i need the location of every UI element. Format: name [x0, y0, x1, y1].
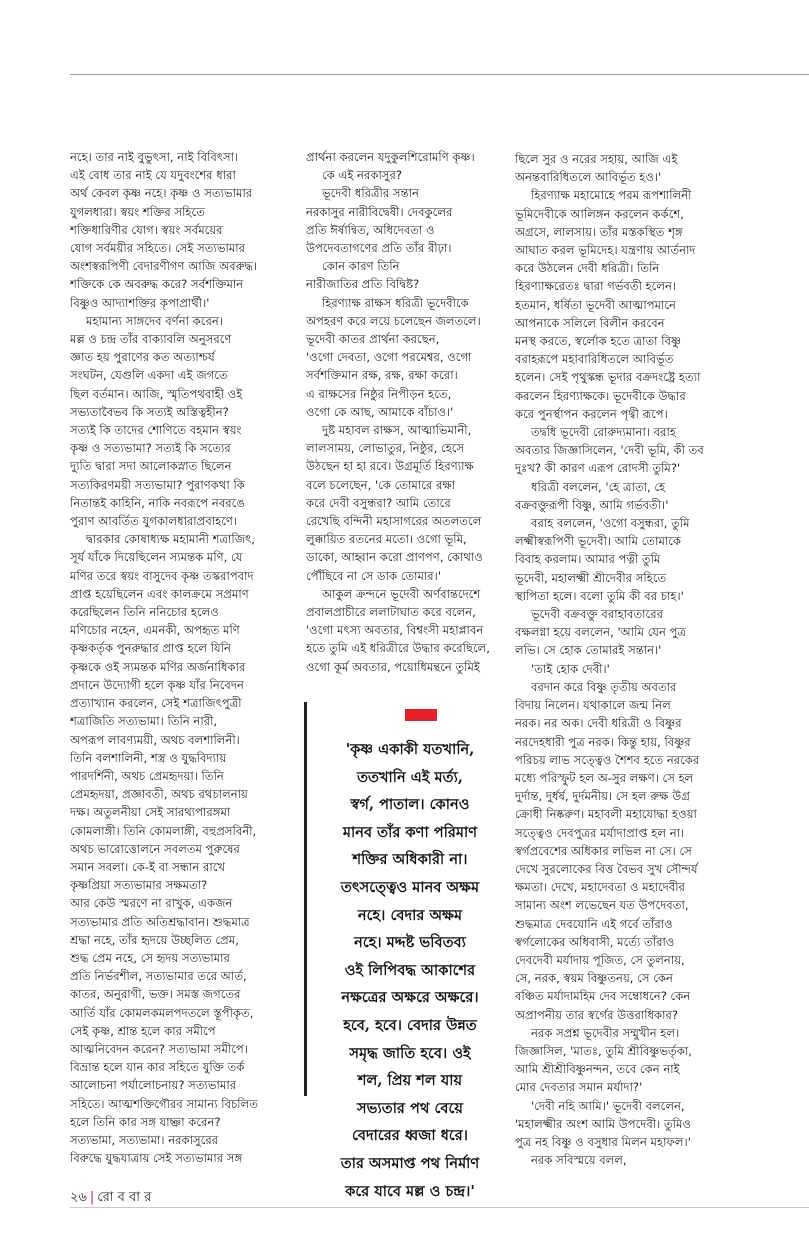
text-line: ওগো কে আছ, আমাকে বাঁচাও।' — [306, 404, 454, 419]
text-line: সত্যকিরণময়ী সত্যভামা? পুরাণকথা কি — [70, 477, 245, 492]
text-line: আলোচনা পর্যালোচনায়? সত্যভামার — [70, 1078, 237, 1093]
page-footer — [70, 1188, 151, 1209]
text-line: নারীজাতির প্রতি বিদ্বিষ্ট? — [306, 277, 420, 292]
text-line: শুদ্ধমাত্র দেবযোনি এই গর্বে তাঁরাও — [515, 916, 673, 931]
text-line: সভ্যতাবৈভব কি সত্যই অস্তিত্বহীন? — [70, 404, 229, 419]
text-line: উঠছেন হা হা রবে। উগ্রমূর্তি হিরণ্যাক্ষ — [306, 459, 474, 474]
text-line: ধরিত্রী বললেন, 'হে ত্রাতা, হে — [531, 479, 666, 494]
text-line: জ্ঞাত হয় পুরাণের কত অত্যাশ্চর্য — [70, 350, 215, 365]
text-line: পুত্র নহ বিষ্ণু ও বসুধার মিলন মহাফল।' — [515, 1134, 691, 1149]
text-line: বরাহ বললেন, 'ওগো বসুন্ধরা, তুমি — [531, 516, 690, 531]
text-line: সমান সবলা। কে-ই বা সন্ধান রাখে — [70, 859, 226, 874]
text-line: সত্যভামা, সত্যভামা। নরকাসুরের — [70, 1132, 219, 1147]
text-line: সহিতে। আত্মশক্তিগৌরব সামান্য বিচলিত — [70, 1096, 258, 1111]
text-line: সেই কৃষ্ণ, শ্রান্ত হলে কার সমীপে — [70, 1023, 216, 1038]
text-line: করে পুনর্স্থাপন করলেন পৃথ্বী রূপে। — [515, 406, 668, 421]
text-line: বরাহরূপে মহাবারিধিতলে আবির্ভূত — [515, 352, 674, 367]
text-line: আর্তি যাঁর কোমলকমলপদতলে স্তূপীকৃত, — [70, 1005, 254, 1020]
text-line: জিজ্ঞাসিল, 'মাতঃ, তুমি শ্রীবিষ্ণুভর্তৃকা, — [515, 1043, 692, 1058]
text-line: বরদান করে বিষ্ণু তৃতীয় অবতার — [531, 679, 677, 694]
text-line: মধ্যে পরিস্ফুট হল অ-সুর লক্ষণ। সে হল — [515, 770, 694, 785]
article-column-3 — [515, 150, 748, 1169]
pull-quote-line: নহে। বেদার অক্ষম — [357, 906, 463, 924]
pull-quote-line: সভ্যতার পথ বেয়ে — [357, 1099, 463, 1117]
text-line: 'ওগো মৎস্য অবতার, বিশ্বংসী মহাপ্লাবন — [306, 623, 484, 638]
text-line: হলেন। সেই পৃথুস্কন্ধ ভূদার বক্রদংষ্ট্রে হত্যা — [515, 370, 701, 385]
text-line: প্রত্যাখ্যান করলেন, সেই শত্রাজিৎপুত্রী — [70, 696, 242, 711]
text-line: ভূদেবী, মহালক্ষ্মী শ্রীদেবীর সহিতে — [515, 570, 667, 585]
text-line: আর কেউ স্মরণে না রাখুক, একজন — [70, 896, 233, 911]
text-line: 'তাই হোক দেবী।' — [531, 661, 610, 676]
text-line: 'দেবী নহি আমি।' ভূদেবী বললেন, — [531, 1098, 685, 1113]
text-line: বিরুদ্ধে যুদ্ধযাত্রায় সেই সত্যভামার সঙ্গ — [70, 1151, 243, 1166]
text-line: তদ্বধি ভূদেবী রোরুদ্যমানা। বরাহ — [531, 425, 676, 440]
text-line: প্রাপ্ত হয়েছিলেন এবং কালক্রমে সপ্রমাণ — [70, 586, 249, 601]
pull-quote-accent-bar — [405, 709, 437, 721]
text-line: হলে তিনি কার সঙ্গ যাচ্ঞা করেন? — [70, 1114, 221, 1129]
text-line: অর্থ কেবল কৃষ্ণ নহে। কৃষ্ণ ও সত্যভামার — [70, 186, 253, 201]
text-line: করলেন হিরণ্যাক্ষকে। ভূদেবীকে উদ্ধার — [515, 388, 686, 403]
text-line: অবতার জিজ্ঞাসিলেন, 'দেবী ভূমি, কী তব — [515, 443, 704, 458]
text-line: কোন কারণ তিনি — [322, 259, 400, 274]
text-line: বক্রবক্তুরূপী বিষ্ণু, আমি গর্ভবতী।' — [515, 497, 669, 512]
text-line: দুঃখ? কী কারণ এরূপ রোদসী তুমি?' — [515, 461, 681, 476]
text-line: হিরণ্যাক্ষ মহামোহে পরম রূপশালিনী — [531, 188, 692, 203]
text-line: যোগ সর্বময়ীর সহিতে। সেই সত্যভামার — [70, 241, 246, 256]
text-line: পরিচয় লাভ সত্ত্বেও শৈশব হতে নরকের — [515, 752, 700, 767]
text-line: লক্ষ্মীস্বরূপিণী ভূদেবী। আমি তোমাকে — [515, 534, 682, 549]
text-line: মহামান্য সাঙ্গদেব বর্ণনা করেন। — [86, 313, 223, 328]
text-line: কে এই নরকাসুর? — [322, 168, 402, 183]
pull-quote-line: নহে। মদ্দষ্ট ভবিতব্য — [354, 934, 466, 952]
text-line: হিরণ্যাক্ষরেতঃ দ্বারা গর্ভবতী হলেন। — [515, 279, 677, 294]
text-line: লভি। সে হোক তোমারই সন্তান।' — [515, 643, 662, 658]
text-line: বিবাহ করলাম। আমার পত্নী তুমি — [515, 552, 661, 567]
text-line: কৃষ্ণ ও সত্যভামা? সত্যই কি সত্যের — [70, 441, 231, 456]
text-line: 'মহালক্ষ্মীর অংশ আমি উপদেবী। তুমিও — [515, 1116, 691, 1131]
text-line: লালসাময়, লোভাতুর, নিষ্ঠুর, হেসে — [306, 441, 465, 456]
text-line: ভূদেবী কাতর প্রার্থনা করছেন, — [306, 332, 440, 347]
text-line: কোমলাঙ্গী। তিনি কোমলাঙ্গী, বহুপ্রসবিনী, — [70, 823, 257, 838]
text-line: অপ্রাপনীয় তার স্বর্গের উত্তরাধিকার? — [515, 1007, 679, 1022]
text-line: দ্বারকার কোষাধ্যক্ষ মহামানী শত্রাজিৎ, — [86, 532, 255, 547]
text-line: সর্বশক্তিমান রক্ষ, রক্ষ, রক্ষা করো। — [306, 368, 458, 383]
text-line: শত্রাজিতি সত্যভামা। তিনি নারী, — [70, 714, 218, 729]
text-line: নরক সপ্রশ্ন ভূদেবীর সম্মুখীন হল। — [531, 1025, 680, 1040]
text-line: অংশস্বরূপিণী বেদারণীগণ আজি অবরুদ্ধ। — [70, 259, 258, 274]
text-line: মল্ল ও চন্দ্র তাঁর বাক্যাবলি অনুসরণে — [70, 332, 232, 347]
text-line: মণিচোর নহেন, এমনকী, অপহৃত মণি — [70, 623, 240, 638]
text-line: সত্যভামার প্রতি অতিশ্রদ্ধাবান। শুদ্ধমাত্র — [70, 914, 250, 929]
text-line: নরকাসুর নারীবিদ্বেষী। দেবকুলের — [306, 204, 453, 219]
pull-quote-line: ওই লিপিবদ্ধ আকাশের — [344, 961, 476, 979]
text-line: সূর্য যাঁকে দিয়েছিলেন স্যমন্তক মণি, যে — [70, 550, 243, 565]
footer-separator: | — [89, 1190, 95, 1205]
pull-quote-line: নক্ষত্রের অক্ষরে অক্ষরে। — [341, 989, 479, 1007]
text-line: আত্মনিবেদন করেন? সত্যভামা সমীপে। — [70, 1041, 248, 1056]
text-line: সত্ত্বেও দেবপুত্রর মর্যাদাপ্রাপ্ত হল না। — [515, 825, 685, 840]
pull-quote-line: সমৃদ্ধ জাতি হবে। ওই — [349, 1044, 471, 1062]
text-line: আমি শ্রীশ্রীবিষ্ণুনন্দন, তবে কেন নাই — [515, 1062, 680, 1077]
header-rule — [70, 74, 809, 75]
text-line: হিরণ্যাক্ষ রাক্ষস ধরিত্রী ভূদেবীকে — [322, 295, 469, 310]
text-line: ওগো কূর্ম অবতার, পয়োধিমন্থনে তুমিই — [306, 659, 480, 674]
text-line: ছিলে সুর ও নরের সহায়, আজি এই — [515, 152, 678, 166]
text-line: কাতর, অনুরাগী, ভক্ত। সমস্ত জগতের — [70, 987, 241, 1002]
text-line: মনস্থ করতে, স্বর্লোক হতে ত্রাতা বিষ্ণু — [515, 334, 682, 349]
article-column-1 — [70, 148, 296, 1167]
text-line: সামান্য অংশ লভেছেন যত উপদেবতা, — [515, 898, 689, 913]
text-line: অগ্রসে, লালসায়। তাঁর মস্তকস্থিত শৃঙ্গ — [515, 224, 683, 239]
text-line: করে দেবী বসুন্ধরা? আমি তোরে — [306, 495, 451, 510]
text-line: রেখেছি বন্দিনী মহাসাগরের অতলতলে — [306, 514, 482, 529]
text-line: হতে তুমি এই ধরিত্রীরে উদ্ধার করেছিলে, — [306, 641, 490, 656]
text-line: ক্ষমতা। দেখে, মহাদেবতা ও মহাদেবীর — [515, 880, 686, 895]
text-line: শুদ্ধ প্রেম নহে, সে হৃদয় সত্যভামার — [70, 950, 230, 965]
text-line: উপদেবতাগণের প্রতি তাঁর রীঢ়া। — [306, 241, 452, 256]
text-line: প্রার্থনা করলেন যদুকুলশিরোমণি কৃষ্ণ। — [306, 150, 475, 164]
text-line: নরক সবিস্ময়ে বলল, — [531, 1153, 627, 1168]
text-line: প্রতি নির্ভরশীল, সত্যভামার তরে আর্ত, — [70, 969, 247, 984]
text-line: অপহরণ করে লয়ে চলেছেন জলতলে। — [306, 313, 481, 328]
text-line: ডাকো, আহ্বান করো প্রাণপণ, কোথাও — [306, 550, 483, 565]
text-line: স্থাপিতা হলে। বলো তুমি কী বর চাহ।' — [515, 588, 684, 603]
text-line: অথচ ভারোত্তোলনে সবলতম পুরুষের — [70, 841, 240, 856]
text-line: সত্যই কি তাদের শোণিতে বহমান স্বয়ং — [70, 423, 242, 438]
text-line: ভূমিদেবীকে আলিঙ্গন করলেন কর্কশে, — [515, 206, 684, 221]
text-line: ভূদেবী ধরিত্রীর সন্তান — [322, 186, 419, 201]
text-line: প্রবালপ্রাচীরে ললাটাঘাত করে বলেন, — [306, 605, 476, 620]
text-line: প্রদানে উদ্যোগী হলে কৃষ্ণ যাঁর নিবেদন — [70, 677, 244, 692]
pull-quote-line: শক্তির অধিকারী না। — [352, 851, 468, 869]
text-line: ছিল বর্তমান। আজি, স্মৃতিপথবাহী ওই — [70, 386, 243, 401]
text-line: আকুল ক্রন্দনে ভূদেবী অর্ণবান্তদেশে — [322, 586, 481, 601]
pull-quote-line: স্বর্গ, পাতাল। কোনও — [350, 796, 470, 814]
text-line: দুর্দান্ত, দুর্ধর্ষ, দুর্দমনীয়। সে হল রুক্ষ উগ্র — [515, 789, 690, 804]
text-line: যুগলধারা। স্বয়ং শক্তির সহিতে — [70, 204, 205, 219]
text-line: আপনাকে সলিলে বিলীন করবেন — [515, 315, 665, 330]
text-line: সংঘটন, যেগুলি একদা এই জগতে — [70, 368, 228, 383]
pull-quote-line: শল, প্রিয় শল যায় — [357, 1072, 463, 1090]
text-line: 'ওগো দেবতা, ওগো পরমেশ্বর, ওগো — [306, 350, 472, 365]
magazine-name: রো ব বা র — [97, 1190, 152, 1205]
text-line: মণির তরে স্বয়ং বাসুদেব কৃষ্ণ তস্করাপবাদ — [70, 568, 254, 583]
text-line: দেখে সুরলোকের বিত্ত বৈভব সুখ সৌন্দর্য — [515, 861, 698, 876]
text-line: নহে। তার নাই বুভুৎসা, নাই বিবিৎসা। — [70, 150, 239, 164]
text-line: শক্তিধারিণীর যোগ। স্বয়ং সর্বময়ের — [70, 222, 223, 237]
text-line: এই বোধ তার নাই যে যদুবংশের ধারা — [70, 168, 236, 183]
text-line: হতমান, ধর্ষিতা ভূদেবী আত্মাপমানে — [515, 297, 676, 312]
text-line: বক্ষলগ্না হয়ে বললেন, 'আমি যেন পুত্র — [515, 625, 686, 640]
pull-quote-line: ততখানি এই মর্ত্য, — [357, 768, 463, 786]
text-line: বলে চলেছেন, 'কে তোমারে রক্ষা — [306, 477, 456, 492]
text-line: নরক। নর অক। দেবী ধরিত্রী ও বিষ্ণুর — [515, 716, 682, 731]
text-line: স্বর্গপ্রবেশের অধিকার লভিল না সে। সে — [515, 843, 692, 858]
text-line: নিতান্তই কাহিনি, নাকি নবরূপে নবরঙে — [70, 495, 245, 510]
pull-quote-line: 'কৃষ্ণ একাকী যতখানি, — [345, 741, 475, 758]
pull-quote-line: বেদারের ধ্বজা ধরে। — [351, 1127, 469, 1145]
text-line: শ্রদ্ধা নহে, তাঁর হৃদয়ে উচ্ছলিত প্রেম, — [70, 932, 239, 947]
text-line: কৃষ্ণকর্তৃক পুনরুদ্ধার প্রাপ্ত হলে যিনি — [70, 641, 231, 656]
text-line: সে, নরক, স্বয়ম বিষ্ণুতনয়, সে কেন — [515, 971, 673, 986]
text-line: পৌঁছিবে না সে ডাক তোমার।' — [306, 568, 442, 583]
text-line: কৃষ্ণকে ওই স্যমন্তক মণির অর্জনাধিকার — [70, 659, 246, 674]
text-line: ভূদেবী বক্রবক্তু বরাহাবতারের — [531, 607, 663, 622]
text-line: তিনি বলশালিনী, শস্ত্র ও যুদ্ধবিদ্যায় — [70, 750, 227, 765]
text-line: প্রতি ঈর্ষান্বিত, অধিদেবতা ও — [306, 222, 435, 237]
text-line: কৃষ্ণপ্রিয়া সত্যভামার সক্ষমতা? — [70, 878, 208, 893]
text-line: প্রেমহৃদয়া, প্রজ্ঞাবতী, অথচ রথচালনায় — [70, 787, 248, 802]
text-line: নরদেহধারী পুত্র নরক। কিন্তু হায়, বিষ্ণুর — [515, 734, 691, 749]
text-line: দ্যুতি দ্বারা সদা আলোকস্নাত ছিলেন — [70, 459, 232, 474]
pull-quote-line: মানব তাঁর কণা পরিমাণ — [342, 823, 478, 841]
text-line: লুক্কায়িত রতনের মতো। ওগো ভূমি, — [306, 532, 467, 547]
footer-rule — [70, 1207, 809, 1208]
text-line: মোর দেবতার সমান মর্যাদা?' — [515, 1080, 643, 1095]
pull-quote-line: করে যাবে মল্ল ও চন্দ্র।' — [345, 1182, 475, 1200]
text-line: দেবদেবী মর্যাদায় পূজিত, সে তুলনায়, — [515, 952, 685, 967]
text-line: করেছিলেন তিনি ননিচোর হলেও — [70, 605, 219, 620]
text-line: বঞ্চিত মর্যাদামহিম দেব সম্বোধনে? কেন — [515, 989, 691, 1004]
text-line: দুষ্ট মহাবল রাক্ষস, আত্মাভিমানী, — [322, 423, 472, 438]
text-line: বিষ্ণুও আদ্যাশক্তির কৃপাপ্রার্থী।' — [70, 295, 210, 310]
text-line: এ রাক্ষসের নিষ্ঠুর নিপীড়ন হতে, — [306, 386, 452, 401]
text-line: অপরূপ লাবণ্যময়ী, অথচ বলশালিনী। — [70, 732, 240, 747]
text-line: আঘাত করল ভূমিদেহ। যন্ত্রণায় আর্তনাদ — [515, 243, 696, 258]
pull-quote-line: তৎসত্ত্বেও মানব অক্ষম — [340, 878, 480, 896]
text-line: শক্তিকে কে অবরুদ্ধ করে? সর্বশক্তিমান — [70, 277, 244, 292]
text-line: পারদর্শিনী, অথচ প্রেমহৃদয়া। তিনি — [70, 768, 224, 783]
text-line: স্বর্গলোকের অধিবাসী, মর্ত্যে তাঁরাও — [515, 934, 675, 949]
text-line: দক্ষ। অতুলনীয়া সেই সারথ্যপারঙ্গমা — [70, 805, 231, 820]
pull-quote-line: তার অসমাপ্ত পথ নির্মাণ — [340, 1154, 480, 1172]
pull-quote — [312, 736, 508, 1205]
text-line: ক্রোধী নিষ্করুণ। মহাবলী মহাযোদ্ধা হওয়া — [515, 807, 697, 822]
page-number: ২৬ — [70, 1190, 87, 1205]
text-line: করে উঠলেন দেবী ধরিত্রী। তিনি — [515, 261, 660, 276]
text-line: বিভ্রান্ত হলে যান কার সহিতে যুক্তি তর্ক — [70, 1060, 245, 1075]
pull-quote-line: হবে, হবে। বেদার উন্নত — [343, 1016, 477, 1034]
text-line: অনন্তবারিধিতলে আবির্ভূত হও।' — [515, 170, 662, 185]
text-line: বিদায় নিলেন। যথাকালে জন্ম নিল — [515, 698, 671, 713]
text-line: পুরাণ আবর্তিত যুগকালধারাপ্রবাহণে। — [70, 514, 238, 529]
article-column-2 — [306, 148, 503, 676]
